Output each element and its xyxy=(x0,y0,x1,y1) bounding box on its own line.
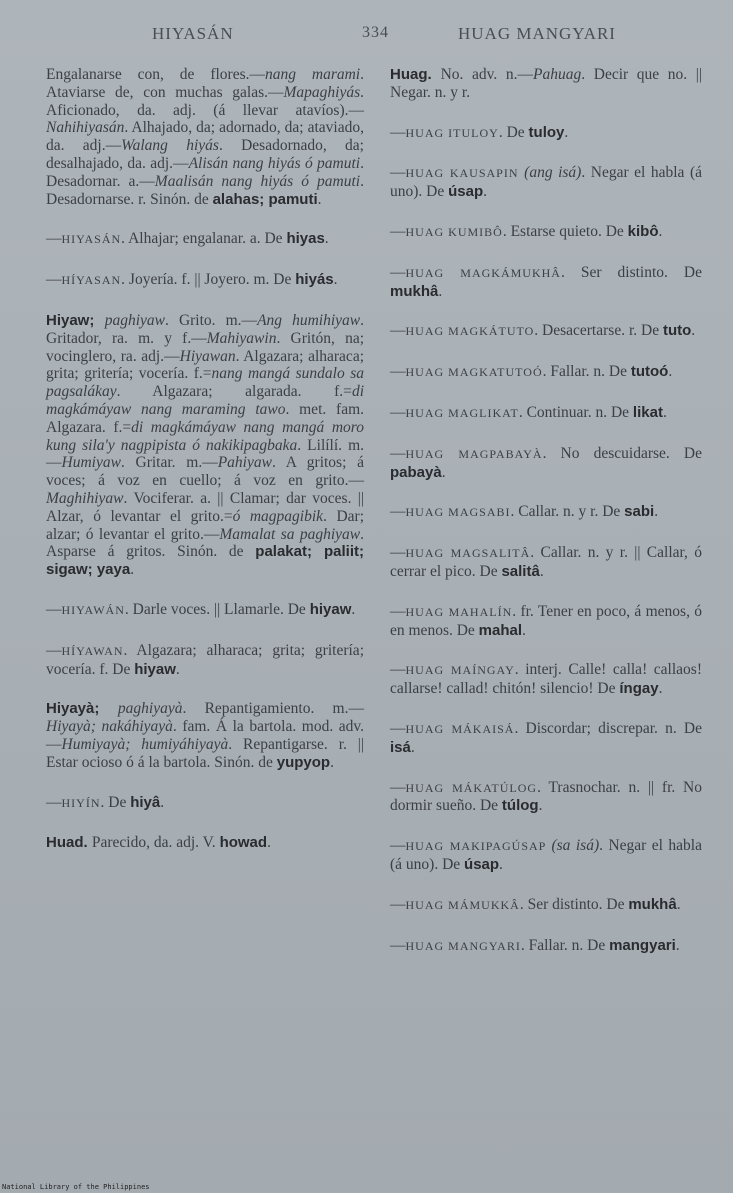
definition-text: . xyxy=(676,895,681,913)
definition-text: . Grito. m.— xyxy=(165,311,258,329)
dictionary-entry xyxy=(46,642,364,679)
definition-text: . Repantigamiento. m.— xyxy=(182,700,364,718)
tagalog-phrase: Mamalat sa paghiyaw xyxy=(219,525,361,543)
definition-text: . Fallar. n. De xyxy=(520,936,610,954)
entry-text xyxy=(46,312,364,579)
tagalog-phrase: di magkámáyaw nang maraming tawo xyxy=(46,383,364,418)
definition-text: . Repantigarse. r. || Estar ocioso ó á la bartola. Sinón. de xyxy=(46,735,364,771)
dictionary-entry xyxy=(390,445,702,482)
entry-text xyxy=(390,720,702,757)
definition-text: . Darle voces. || Llamarle. De xyxy=(124,600,310,618)
sub-headword: HÍYAWAN xyxy=(61,643,124,658)
cross-reference: tuloy xyxy=(528,123,565,141)
definition-text: — xyxy=(390,544,406,562)
sub-headword: HUAG MÁMUKKÂ xyxy=(405,897,520,912)
definition-text: . Fallar. n. De xyxy=(542,363,631,381)
tagalog-phrase: Hiyayà; nakáhiyayà xyxy=(46,718,173,736)
definition-text: No. adv. n.— xyxy=(440,66,534,83)
definition-text: . Desacertarse. r. De xyxy=(534,322,663,340)
entry-text xyxy=(390,779,702,816)
definition-text: . Algazara; alharaca; grita; gritería; vocería. f.= xyxy=(46,347,364,383)
definition-text: . xyxy=(330,753,334,771)
definition-text: . xyxy=(658,680,663,698)
definition-text: . xyxy=(324,230,329,248)
definition-text: — xyxy=(390,936,406,954)
definition-text: . Callar. n. y r. De xyxy=(510,503,625,521)
definition-text: . xyxy=(317,190,322,208)
definition-text: — xyxy=(46,793,62,811)
cross-reference: mangyari xyxy=(609,936,676,954)
entry-text xyxy=(390,603,702,640)
dictionary-entry xyxy=(390,937,702,956)
cross-reference: íngay xyxy=(619,680,659,698)
entry-text xyxy=(46,794,364,813)
left-column xyxy=(46,66,364,874)
cross-reference: likat xyxy=(632,403,663,421)
running-header xyxy=(0,24,733,46)
tagalog-phrase: nang marami xyxy=(264,66,361,83)
entry-text xyxy=(46,271,364,290)
definition-text: . Decir que no. || Negar. n. y r. xyxy=(390,66,702,101)
tagalog-phrase: di magkámáyaw nang mangá moro kung sila'y nagpipista ó nakikipagbaka xyxy=(46,418,364,454)
definition-text: . Desadornado, da; desalhajado, da. adj.— xyxy=(46,137,364,172)
definition-text: . De xyxy=(100,793,131,811)
cross-reference: sabi xyxy=(624,503,655,521)
definition-text: . xyxy=(662,403,667,421)
dictionary-entry xyxy=(390,720,702,757)
sub-headword: HUAG KAUSAPIN xyxy=(405,166,525,181)
definition-text: . xyxy=(538,797,543,815)
definition-text: . Ser distinto. De xyxy=(519,895,629,913)
cross-reference: hiyaw xyxy=(309,600,352,618)
entry-text xyxy=(390,322,702,341)
definition-text: . xyxy=(654,503,659,521)
sub-headword: HUAG MAGSALITÂ xyxy=(405,546,531,561)
definition-text: . Ser distinto. De xyxy=(560,263,702,281)
definition-text: — xyxy=(390,503,406,521)
definition-text: . met. fam. Algazara. f.= xyxy=(46,400,365,436)
dictionary-entry xyxy=(390,544,702,581)
definition-text: . Desadornarse. r. Sinón. de xyxy=(46,172,364,208)
definition-text: . interj. Calle! calla! callaos! callarse! callad! chitón! silencio! De xyxy=(390,661,702,698)
definition-text: . xyxy=(522,621,526,639)
definition-text: . Negar el habla (á uno). De xyxy=(390,837,702,873)
definition-text: . Callar. n. y r. || Callar, ó cerrar el pico. De xyxy=(390,544,703,580)
definition-text: . xyxy=(130,561,135,579)
dictionary-entry xyxy=(390,363,702,382)
definition-text: — xyxy=(390,403,406,421)
definition-text: . No descuidarse. De xyxy=(542,444,702,462)
definition-text: . xyxy=(160,793,165,811)
tagalog-phrase: Ang humihiyaw xyxy=(257,311,361,329)
tagalog-phrase: Hiyawan xyxy=(179,347,236,365)
definition-text: . Algazara; alharaca; grita; gritería; vocería. f. De xyxy=(46,641,364,678)
sub-headword: HUAG MAGPABAYÀ xyxy=(405,446,543,461)
dictionary-entry xyxy=(46,66,364,208)
definition-text: . Ataviarse de, con muchas galas.— xyxy=(46,66,364,101)
definition-text: . xyxy=(441,463,446,481)
definition-text: . A gritos; á voces; á voz en cuello; á voz en grito.— xyxy=(46,454,364,490)
dictionary-entry xyxy=(390,661,702,698)
tagalog-phrase: paghiyaw xyxy=(104,311,165,329)
cross-reference: alahas; pamuti xyxy=(212,190,318,208)
definition-text: . xyxy=(410,738,415,756)
dictionary-entry xyxy=(390,66,702,102)
sub-headword: HUAG MAHALÍN xyxy=(405,604,513,619)
sub-headword: HUAG KUMIBÔ xyxy=(405,224,503,239)
entry-text xyxy=(46,834,364,852)
page-number: 334 xyxy=(362,24,389,41)
cross-reference: mukhâ xyxy=(628,895,677,913)
dictionary-entry xyxy=(390,264,702,301)
sub-headword: HUAG MAGLIKAT xyxy=(405,405,519,420)
library-credit: National Library of the Philippines xyxy=(2,1183,150,1191)
dictionary-entry xyxy=(390,404,702,423)
dictionary-entry xyxy=(390,603,702,640)
definition-text: — xyxy=(390,661,406,679)
cross-reference: kibô xyxy=(627,222,659,240)
entry-text xyxy=(46,66,364,208)
dictionary-entry xyxy=(46,271,364,290)
entry-text xyxy=(390,937,702,956)
entry-text xyxy=(390,223,702,242)
definition-text: . xyxy=(691,322,696,340)
tagalog-phrase: (sa isá) xyxy=(551,837,600,855)
dictionary-entry xyxy=(390,164,702,201)
definition-text: — xyxy=(390,602,406,620)
dictionary-entry xyxy=(390,896,702,915)
definition-text: . xyxy=(499,855,503,873)
definition-text: — xyxy=(390,263,406,281)
right-column xyxy=(390,66,702,977)
sub-headword: HUAG MAKIPAGÚSAP xyxy=(405,839,552,854)
definition-text: . Alhajado, da; adornado, da; ataviado, da. adj.— xyxy=(46,119,364,155)
tagalog-phrase: Maalisán nang hiyás ó pamuti xyxy=(154,172,361,190)
definition-text: . xyxy=(175,660,180,678)
definition-text: . fam. Á la bartola. mod. adv.— xyxy=(46,718,364,753)
definition-text: . Vociferar. a. || Clamar; dar voces. || Alzar, ó levantar el grito.= xyxy=(46,489,364,525)
definition-text: . Negar el habla (á uno). De xyxy=(390,164,702,201)
sub-headword: HUAG ITULOY xyxy=(405,125,499,140)
tagalog-phrase: Humiyayà; humiyáhiyayà xyxy=(61,735,229,753)
cross-reference: hiyaw xyxy=(134,660,176,678)
sub-headword: HUAG MAGKÁMUKHÂ xyxy=(405,265,561,280)
cross-reference: yupyop xyxy=(276,753,331,771)
definition-text: — xyxy=(390,778,406,796)
entry-text xyxy=(46,230,364,249)
definition-text: — xyxy=(390,895,406,913)
definition-text: . Dar; alzar; ó levantar el grito.— xyxy=(46,507,364,543)
definition-text: . Gritar. m.— xyxy=(120,454,218,472)
entry-text xyxy=(390,164,702,201)
definition-text: . Discordar; discrepar. n. De xyxy=(514,719,702,737)
dictionary-entry xyxy=(46,230,364,249)
tagalog-phrase: nang mangá sundalo sa pagsalákay xyxy=(46,365,364,401)
cross-reference: tuto xyxy=(662,322,692,340)
entry-text xyxy=(46,642,364,679)
definition-text: Engalanarse con, de flores.— xyxy=(46,66,265,83)
definition-text: . Continuar. n. De xyxy=(518,403,633,421)
entry-text xyxy=(390,404,702,423)
definition-text: — xyxy=(46,230,62,248)
entry-headword: Huag. xyxy=(390,66,441,83)
sub-headword: HÍYASAN xyxy=(61,273,122,288)
dictionary-entry xyxy=(390,837,702,874)
entry-text xyxy=(390,837,702,874)
sub-headword: HUAG MÁKAISÁ xyxy=(405,721,515,736)
entry-text xyxy=(390,124,702,143)
cross-reference: hiyás xyxy=(295,271,334,289)
definition-text: . Gritador, ra. m. y f.— xyxy=(46,311,365,347)
dictionary-entry xyxy=(46,834,364,852)
definition-text: . De xyxy=(498,123,529,141)
definition-text: . Aficionado, da. adj. (á llevar atavíos).— xyxy=(46,83,364,119)
definition-text: — xyxy=(46,271,62,289)
definition-text: . Desadornar. a.— xyxy=(46,154,364,190)
definition-text: . Algazara; algarada. f.= xyxy=(116,383,352,401)
definition-text: . Joyería. f. || Joyero. m. De xyxy=(121,271,296,289)
dictionary-entry xyxy=(390,779,702,816)
definition-text: — xyxy=(390,164,406,182)
definition-text: — xyxy=(390,222,406,240)
tagalog-phrase: Nahihiyasán xyxy=(46,119,125,137)
tagalog-phrase: Maghihiyaw xyxy=(46,489,124,507)
definition-text: . xyxy=(351,600,356,618)
definition-text: . xyxy=(539,562,544,580)
entry-text xyxy=(46,601,364,620)
header-right-guideword: HUAG MANGYARI xyxy=(458,24,616,43)
entry-text xyxy=(390,264,702,301)
definition-text: . fr. Tener en poco, á menos, ó en menos. De xyxy=(390,602,702,639)
entry-text xyxy=(390,544,702,581)
sub-headword: HUAG MANGYARI xyxy=(405,938,521,953)
sub-headword: HUAG MAGKÁTUTO xyxy=(405,324,535,339)
definition-text: . Trasnochar. n. || fr. No dormir sueño. De xyxy=(390,778,702,815)
entry-headword: Hiyaw; xyxy=(46,311,105,329)
cross-reference: mahal xyxy=(478,621,523,639)
cross-reference: túlog xyxy=(501,797,539,815)
cross-reference: palakat; paliit; sigaw; yaya xyxy=(46,543,365,579)
sub-headword: HUAG MAGSABI xyxy=(405,505,511,520)
tagalog-phrase: Pahiyaw xyxy=(217,454,272,472)
cross-reference: úsap xyxy=(448,183,484,201)
cross-reference: hiyâ xyxy=(130,793,161,811)
dictionary-entry xyxy=(46,794,364,813)
dictionary-entry xyxy=(46,312,364,579)
entry-text xyxy=(390,661,702,698)
entry-text xyxy=(390,896,702,915)
cross-reference: mukhâ xyxy=(390,282,439,300)
definition-text: . Asparse á gritos. Sinón. de xyxy=(46,525,364,561)
definition-text: . Estarse quieto. De xyxy=(502,222,628,240)
cross-reference: pabayà xyxy=(390,463,442,481)
tagalog-phrase: Mapaghiyás xyxy=(283,83,361,101)
entry-text xyxy=(390,363,702,382)
definition-text: . xyxy=(564,123,569,141)
definition-text: — xyxy=(46,641,62,659)
entry-headword: Hiyayà; xyxy=(46,700,118,718)
definition-text: . Gritón, na; vocinglero, ra. adj.— xyxy=(46,329,365,365)
sub-headword: HUAG MÁKATÚLOG xyxy=(405,780,538,795)
dictionary-entry xyxy=(390,503,702,522)
definition-text: — xyxy=(390,363,406,381)
tagalog-phrase: Alisán nang hiyás ó pamuti xyxy=(188,154,361,172)
tagalog-phrase: Walang hiyás xyxy=(121,137,219,155)
definition-text: . xyxy=(438,282,443,300)
definition-text: — xyxy=(390,322,406,340)
entry-text xyxy=(390,445,702,482)
definition-text: . xyxy=(483,183,488,201)
sub-headword: HUAG MAÍNGAY xyxy=(405,663,515,678)
definition-text: — xyxy=(390,837,406,855)
dictionary-entry xyxy=(390,322,702,341)
tagalog-phrase: (ang isá) xyxy=(524,164,582,182)
definition-text: — xyxy=(390,123,406,141)
definition-text: . xyxy=(668,363,673,381)
sub-headword: HIYAWÁN xyxy=(61,602,125,617)
entry-text xyxy=(390,66,702,102)
definition-text: . xyxy=(675,936,680,954)
header-left-guideword: HIYASÁN xyxy=(152,24,234,43)
dictionary-entry xyxy=(390,223,702,242)
dictionary-entry xyxy=(390,124,702,143)
cross-reference: isá xyxy=(390,738,411,756)
dictionary-entry xyxy=(46,700,364,771)
definition-text: . Lilílí. m.— xyxy=(46,436,364,472)
entry-text xyxy=(390,503,702,522)
sub-headword: HIYASÁN xyxy=(61,232,122,247)
tagalog-phrase: Mahiyawin xyxy=(206,329,277,347)
sub-headword: HUAG MAGKATUTOÓ xyxy=(405,365,543,380)
definition-text: Parecido, da. adj. V. xyxy=(91,834,220,852)
definition-text: . Alhajar; engalanar. a. De xyxy=(121,230,287,248)
cross-reference: úsap xyxy=(464,855,500,873)
tagalog-phrase: ó magpagibik xyxy=(232,507,324,525)
definition-text: — xyxy=(390,719,406,737)
tagalog-phrase: paghiyayà xyxy=(117,700,183,718)
definition-text: — xyxy=(390,444,406,462)
cross-reference: hiyas xyxy=(286,230,325,248)
cross-reference: salitâ xyxy=(501,562,540,580)
entry-text xyxy=(46,700,364,771)
dictionary-entry xyxy=(46,601,364,620)
entry-headword: Huad. xyxy=(46,834,92,852)
definition-text: — xyxy=(46,600,62,618)
definition-text: . xyxy=(658,222,663,240)
definition-text: . xyxy=(267,834,271,852)
tagalog-phrase: Pahuag xyxy=(533,66,582,83)
cross-reference: tutoó xyxy=(630,363,669,381)
cross-reference: howad xyxy=(219,834,268,852)
tagalog-phrase: Humiyaw xyxy=(61,454,121,472)
sub-headword: HIYÍN xyxy=(61,795,101,810)
definition-text: . xyxy=(333,271,338,289)
